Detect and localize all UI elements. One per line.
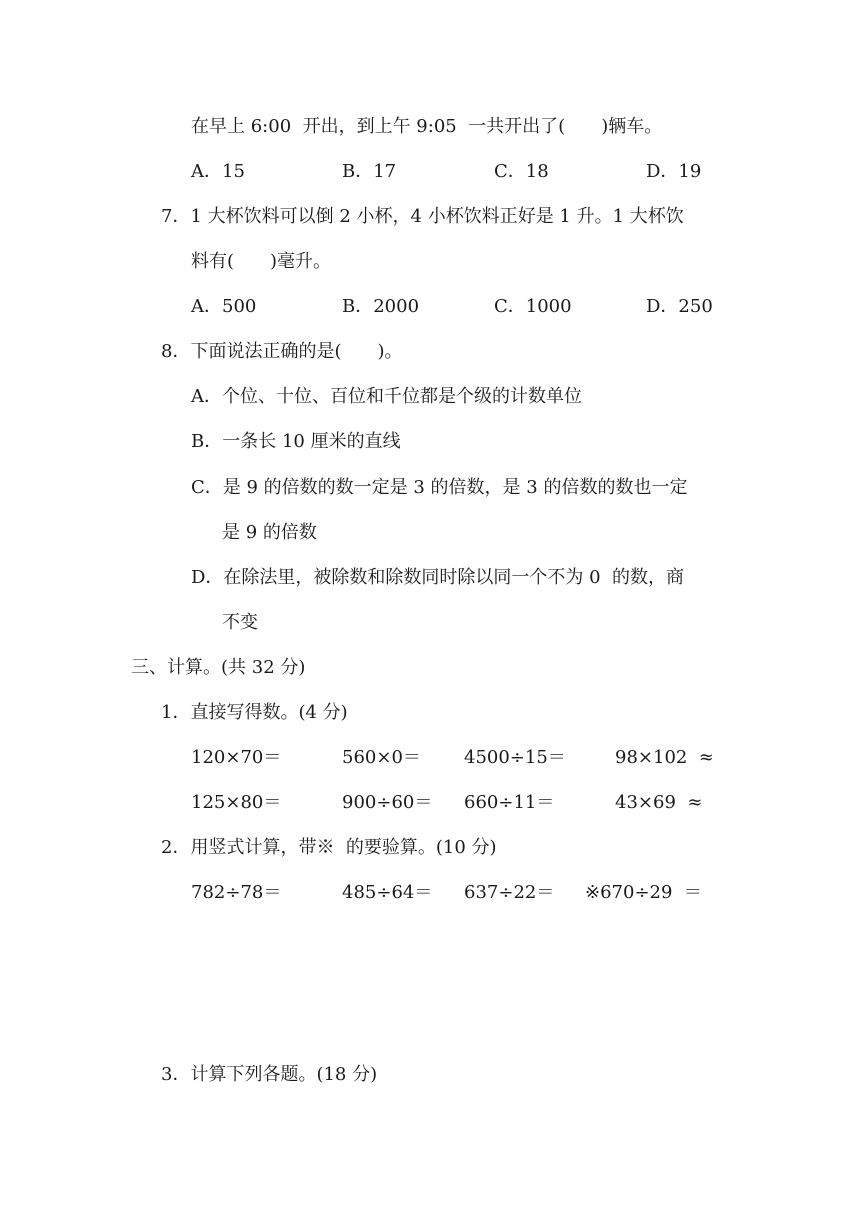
mental-calc-item: 120×70＝ xyxy=(191,747,282,768)
section-3-title: 三、计算。(共 32 分) xyxy=(131,657,306,678)
vertical-calc-item: 637÷22＝ xyxy=(464,882,555,903)
part-2-title: 2．用竖式计算，带※ 的要验算。(10 分) xyxy=(161,837,497,858)
mental-calc-item: 125×80＝ xyxy=(191,792,282,813)
mental-calc-item: 4500÷15＝ xyxy=(464,747,566,768)
vertical-calc-item: 782÷78＝ xyxy=(191,882,282,903)
q8-stem: 8．下面说法正确的是( )。 xyxy=(161,341,403,362)
q7-option-b: B．2000 xyxy=(342,296,420,317)
part-3-title: 3．计算下列各题。(18 分) xyxy=(161,1064,378,1085)
q6-option-c: C．18 xyxy=(494,161,549,182)
mental-calc-item: 98×102 ≈ xyxy=(615,747,714,768)
q6-option-b: B．17 xyxy=(342,161,397,182)
mental-calc-item: 660÷11＝ xyxy=(464,792,555,813)
q6-continuation: 在早上 6:00 开出，到上午 9:05 一共开出了( )辆车。 xyxy=(191,116,663,137)
mental-calc-item: 900÷60＝ xyxy=(342,792,433,813)
q8-option-c-line2: 是 9 的倍数 xyxy=(222,522,317,543)
part-1-title: 1．直接写得数。(4 分) xyxy=(161,702,348,723)
q6-option-d: D．19 xyxy=(646,161,702,182)
q8-option-b: B．一条长 10 厘米的直线 xyxy=(191,431,401,452)
mental-calc-item: 43×69 ≈ xyxy=(615,792,703,813)
mental-calc-item: 560×0＝ xyxy=(342,747,421,768)
q6-option-a: A．15 xyxy=(191,161,245,182)
q7-option-d: D．250 xyxy=(646,296,713,317)
vertical-calc-item: 485÷64＝ xyxy=(342,882,433,903)
vertical-calc-item: ※670÷29 ＝ xyxy=(585,882,702,903)
q8-option-a: A．个位、十位、百位和千位都是个级的计数单位 xyxy=(191,386,582,407)
q8-option-d-line2: 不变 xyxy=(222,612,258,633)
q8-option-c-line1: C．是 9 的倍数的数一定是 3 的倍数，是 3 的倍数的数也一定 xyxy=(191,477,688,498)
q7-stem-line2: 料有( )毫升。 xyxy=(191,251,332,272)
q7-option-c: C．1000 xyxy=(494,296,572,317)
q7-option-a: A．500 xyxy=(191,296,257,317)
q8-option-d-line1: D．在除法里，被除数和除数同时除以同一个不为 0 的数，商 xyxy=(191,567,685,588)
q7-stem-line1: 7．1 大杯饮料可以倒 2 小杯，4 小杯饮料正好是 1 升。1 大杯饮 xyxy=(161,206,684,227)
